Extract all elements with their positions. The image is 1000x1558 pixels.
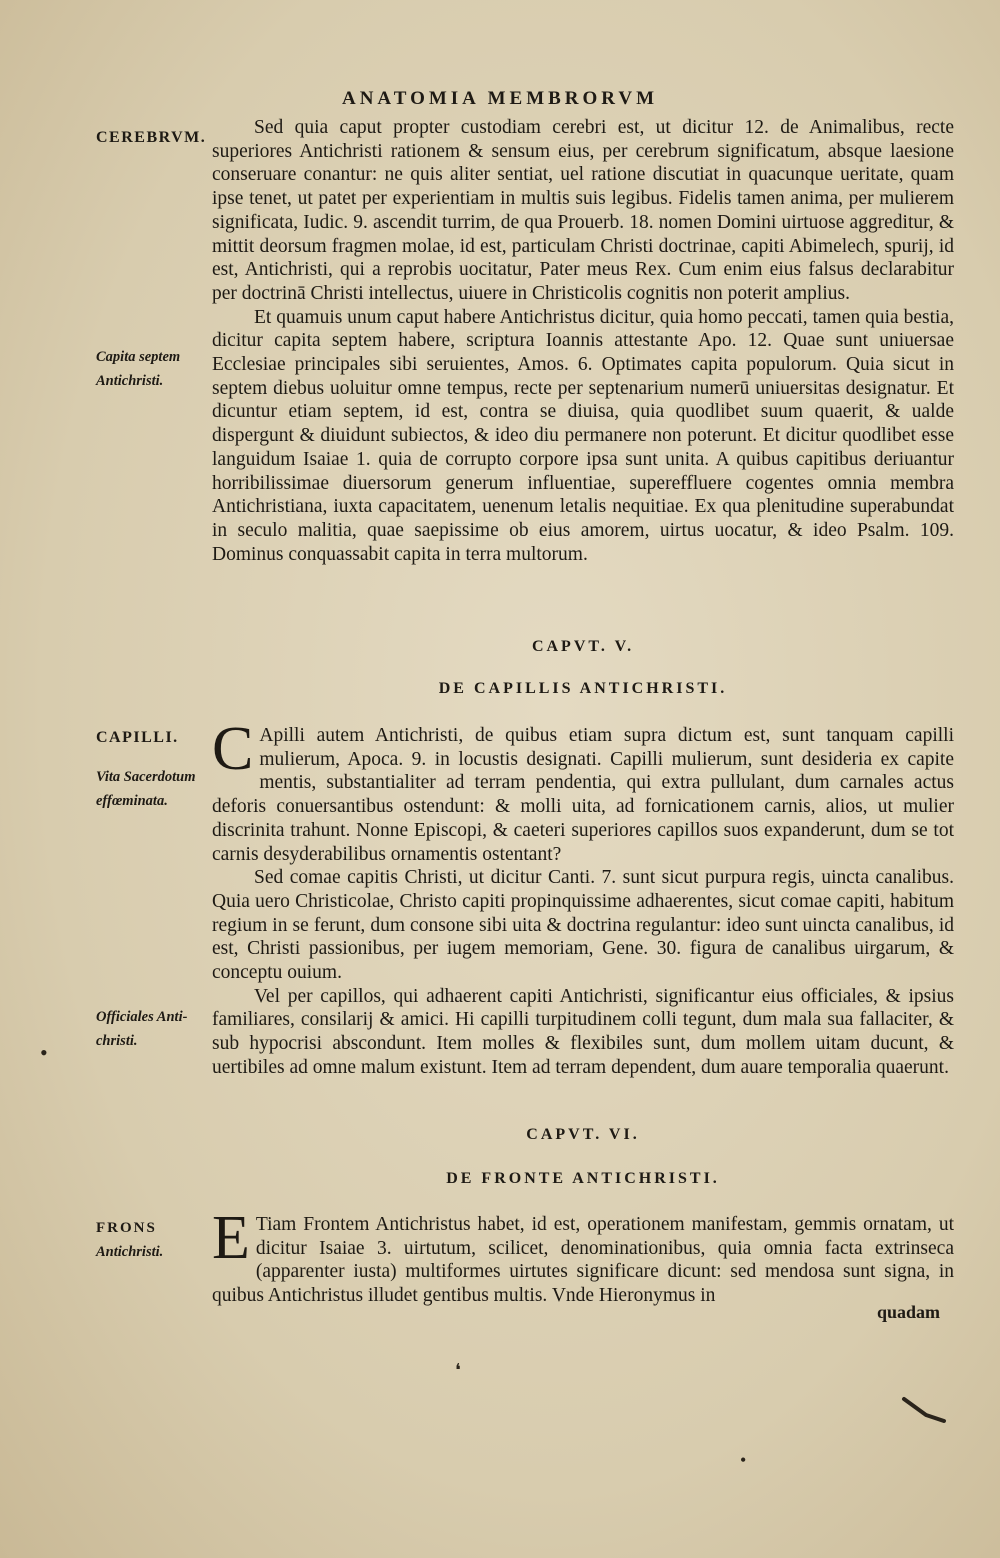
margin-note-line: Antichristi. [96, 1244, 164, 1260]
drop-cap: E [212, 1204, 250, 1272]
ink-speck: ❛ [455, 1360, 461, 1380]
running-head: ANATOMIA MEMBRORVM [341, 88, 659, 109]
chapter-number: CAPVT. V. [531, 638, 635, 655]
paragraph-text: Tiam Frontem Antichristus habet, id est, operationem manifestam, gemmis ornatam, ut dicitur Isaiae 3. uirtutum, scilicet, denominationibus, quia omnia facta extrinseca (apparenter iusta) multiformes uirtutes significare dicunt: sed mendosa sunt signa, in quibus Antichristus illudet gentibus multis. Vnde Hieronymus in [212, 1214, 954, 1307]
margin-note-cerebrum: CEREBRVM. [96, 129, 207, 146]
paragraph: Vel per capillos, qui adhaerent capiti Antichristi, significantur eius officiales, & ipsius familiares, consilarij & amici. Hi capilli turpitudinem colli tegunt, dum mala sua fallaciter, & sub hypocrisi abscondunt. Item molles & flexibiles sunt, dum mollem uitam ducunt, & uertibiles ad omne malum existunt. Item ad terram dependent, dum auare temporalia quaerunt. [212, 985, 954, 1078]
margin-note-line: christi. [96, 1033, 138, 1049]
ink-stroke [900, 1395, 950, 1425]
chapter-number: CAPVT. VI. [526, 1126, 640, 1143]
margin-note-line: Capita septem [96, 349, 181, 365]
ink-speck: • [40, 1040, 48, 1065]
paragraph: Sed comae capitis Christi, ut dicitur Canti. 7. sunt sicut purpura regis, uincta canalibus. Quia uero Christicolae, Christo capiti propinquissime adhaerentes, sicut comae capiti, habitum regium in se ferunt, dum consone sibi uita & doctrina regulantur: ideo sunt uincta canalibus, id est, Christi passionibus, per iugem memoriam, Gene. 30. figura de canalibus uirgarum, & conceptu ouium. [212, 867, 954, 984]
margin-note-line: FRONS [96, 1220, 157, 1236]
section-capilli [212, 715, 954, 1080]
paragraph [212, 1204, 954, 1308]
paragraph: Sed quia caput propter custodiam cerebri est, ut dicitur 12. de Animalibus, recte superiores Antichristi rationem & sensum eius, per cerebrum significatum, absque laesione conseruare conantur: ne quis aliter sentiat, uel ratione discutiat in quacunque ueritate, quam ipse tenet, ut patet per experientiam in multis suis legibus. Fidelis tamen anima, per mulierem significata, Iudic. 9. ascendit turrim, de qua Prouerb. 18. nomen Domini uirtuose aggreditur, & mittit deorsum fragmen molae, id est, particulam Christi doctrinae, capiti Abimelech, spurij, id est, Antichristi, qui a reprobis uocitatur, Pater meus Rex. Cum enim eius falsus declarabitur per doctrinā Christi intellectus, uiuere in Christicolis cognitis non poterit amplius. [212, 117, 954, 304]
paragraph-text: Apilli autem Antichristi, de quibus etiam supra dictum est, sunt tanquam capilli mulierum, Apoca. 9. in locustis designati. Capilli mulierum, sunt desideria ex capite mentis, substantialiter ad terram pendentia, qui extra pullulant, dum carnales actus deforis conuersantibus ostendunt: & molli uita, ad fornicationem carnis, alios, ut mulier discrinita trahunt. Nonne Episcopi, & caeteri superiores capillos suos expanderunt, dum se tot carnis desyderabilibus ornamentis ostentant? [212, 725, 954, 865]
drop-cap: C [212, 715, 254, 783]
margin-note-line: Officiales Anti- [96, 1009, 188, 1025]
section-cerebrum [212, 116, 954, 566]
margin-note-capilli: CAPILLI. [96, 729, 179, 746]
paragraph [212, 715, 954, 866]
margin-note-vita-sacerdotum [96, 765, 211, 813]
margin-note-line: effœminata. [96, 793, 168, 809]
paragraph: Et quamuis unum caput habere Antichristus dicitur, quia homo peccati, tamen quia bestia, dicitur capita septem habere, scriptura Ioannis attestante Apo. 12. Quae sunt uniuersae Ecclesiae principales sibi seruientes, Amos. 6. Optimates capita populorum. Quia sicut in septem diebus uoluitur omne tempus, recte per septenarium numerū uniuersitas designatur. Et dicuntur etiam septem, id est, contra se diuisa, quia quodlibet suum quaerit, & ualde dispergunt & diuidunt subiectos, & ideo diu permanere non poterunt. Et dicitur quodlibet esse languidum Isaiae 1. quia de corrupto corpore ipsa sunt unita. A quibus capitibus deriuantur horribilissimae diuersorum generum influentiae, supereffluere cogentes omnia membra Antichristiana, iuxta capacitatem, uenenum letalis nequitiae. Ex qua plenitudine superabundat in seculo malitia, quae saepissime ob eius amorem, uirtus uocatur, & ideo Psalm. 109. Dominus conquassabit capita in terra multorum. [212, 306, 954, 565]
chapter-title: DE FRONTE ANTICHRISTI. [446, 1170, 720, 1187]
catchword: quadam [876, 1302, 940, 1322]
ink-speck: • [740, 1450, 747, 1470]
margin-note-line: Antichristi. [96, 373, 164, 389]
chapter-title: DE CAPILLIS ANTICHRISTI. [438, 680, 728, 697]
section-frons [212, 1204, 954, 1308]
margin-note-capita-septem [96, 345, 211, 393]
margin-note-line: Vita Sacerdotum [96, 769, 196, 785]
margin-note-officiales [96, 1005, 211, 1053]
margin-note-frons [96, 1216, 211, 1264]
